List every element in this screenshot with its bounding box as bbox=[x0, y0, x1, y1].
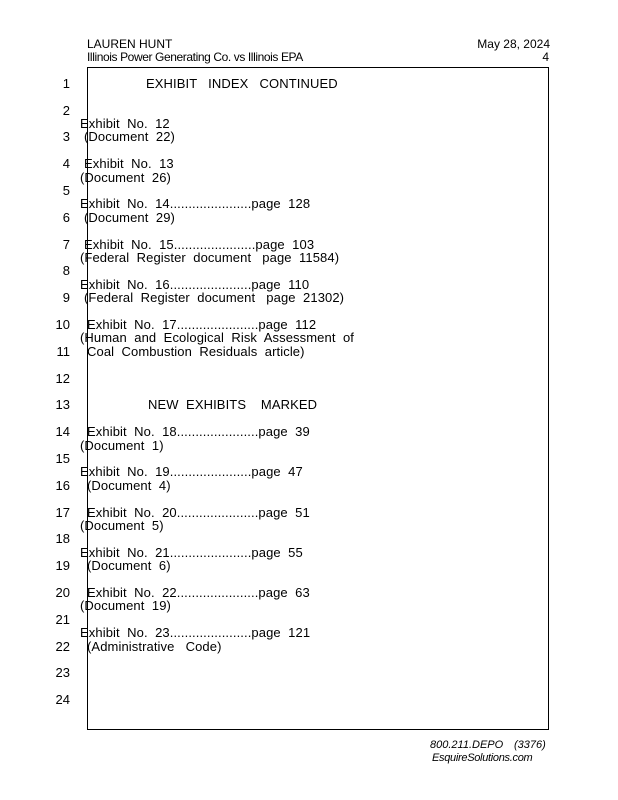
line-number: 6 bbox=[62, 210, 70, 225]
witness-name: LAUREN HUNT bbox=[87, 37, 173, 51]
transcript-line: (Document 22) bbox=[84, 129, 175, 144]
transcript-line: (Document 1) bbox=[80, 438, 164, 453]
line-number: 21 bbox=[55, 612, 70, 627]
line-number: 20 bbox=[55, 585, 70, 600]
transcript-line: (Document 4) bbox=[87, 478, 171, 493]
line-number: 17 bbox=[55, 505, 70, 520]
case-caption: Illinois Power Generating Co. vs Illinois EPA bbox=[87, 50, 303, 64]
line-number: 13 bbox=[55, 397, 70, 412]
transcript-line: Exhibit No. 23......................page 121 bbox=[80, 625, 311, 640]
line-number: 12 bbox=[55, 371, 70, 386]
transcript-line: Coal Combustion Residuals article) bbox=[87, 344, 305, 359]
line-number: 5 bbox=[62, 183, 70, 198]
transcript-line: (Administrative Code) bbox=[87, 639, 222, 654]
transcript-line: Exhibit No. 13 bbox=[84, 156, 174, 171]
transcript-line: Exhibit No. 22......................page 63 bbox=[87, 585, 310, 600]
transcript-line: Exhibit No. 12 bbox=[80, 116, 170, 131]
line-number: 4 bbox=[62, 156, 70, 171]
transcript-line: (Document 6) bbox=[87, 558, 171, 573]
page-number: 4 bbox=[542, 50, 549, 64]
transcript-line: Exhibit No. 18......................page 39 bbox=[87, 424, 310, 439]
line-number: 9 bbox=[62, 290, 70, 305]
transcript-line: Exhibit No. 16......................page 110 bbox=[80, 277, 310, 292]
footer-ext: (3376) bbox=[514, 739, 546, 751]
transcript-line: Exhibit No. 21......................page 55 bbox=[80, 545, 303, 560]
section-heading: NEW EXHIBITS MARKED bbox=[148, 397, 318, 412]
line-number: 1 bbox=[62, 76, 70, 91]
line-number: 8 bbox=[62, 263, 70, 278]
transcript-line: (Document 26) bbox=[80, 170, 171, 185]
line-number: 3 bbox=[62, 129, 70, 144]
line-number: 23 bbox=[55, 665, 70, 680]
line-number: 7 bbox=[62, 237, 70, 252]
transcript-line: Exhibit No. 20......................page 51 bbox=[87, 505, 310, 520]
transcript-line: (Document 19) bbox=[80, 598, 171, 613]
line-number: 16 bbox=[55, 478, 70, 493]
section-heading: EXHIBIT INDEX CONTINUED bbox=[146, 76, 338, 91]
footer-website: EsquireSolutions.com bbox=[432, 752, 533, 764]
line-number: 22 bbox=[55, 639, 70, 654]
transcript-line: Exhibit No. 17......................page 112 bbox=[87, 317, 317, 332]
depo-date: May 28, 2024 bbox=[477, 37, 550, 51]
transcript-line: (Federal Register document page 21302) bbox=[84, 290, 345, 305]
footer-phone: 800.211.DEPO bbox=[430, 739, 504, 751]
line-number: 19 bbox=[55, 558, 70, 573]
line-number: 18 bbox=[55, 531, 70, 546]
line-number: 15 bbox=[55, 451, 70, 466]
line-number: 11 bbox=[56, 344, 70, 359]
transcript-line: Exhibit No. 19......................page 47 bbox=[80, 464, 303, 479]
transcript-line: (Document 29) bbox=[84, 210, 175, 225]
line-number: 24 bbox=[55, 692, 70, 707]
transcript-line: (Federal Register document page 11584) bbox=[80, 250, 340, 265]
transcript-line: (Human and Ecological Risk Assessment of bbox=[80, 330, 355, 345]
line-number: 14 bbox=[55, 424, 70, 439]
transcript-line: (Document 5) bbox=[80, 518, 164, 533]
transcript-line: Exhibit No. 15......................page 103 bbox=[84, 237, 315, 252]
line-number: 2 bbox=[62, 103, 70, 118]
line-number: 10 bbox=[55, 317, 70, 332]
transcript-line: Exhibit No. 14......................page 128 bbox=[80, 196, 311, 211]
